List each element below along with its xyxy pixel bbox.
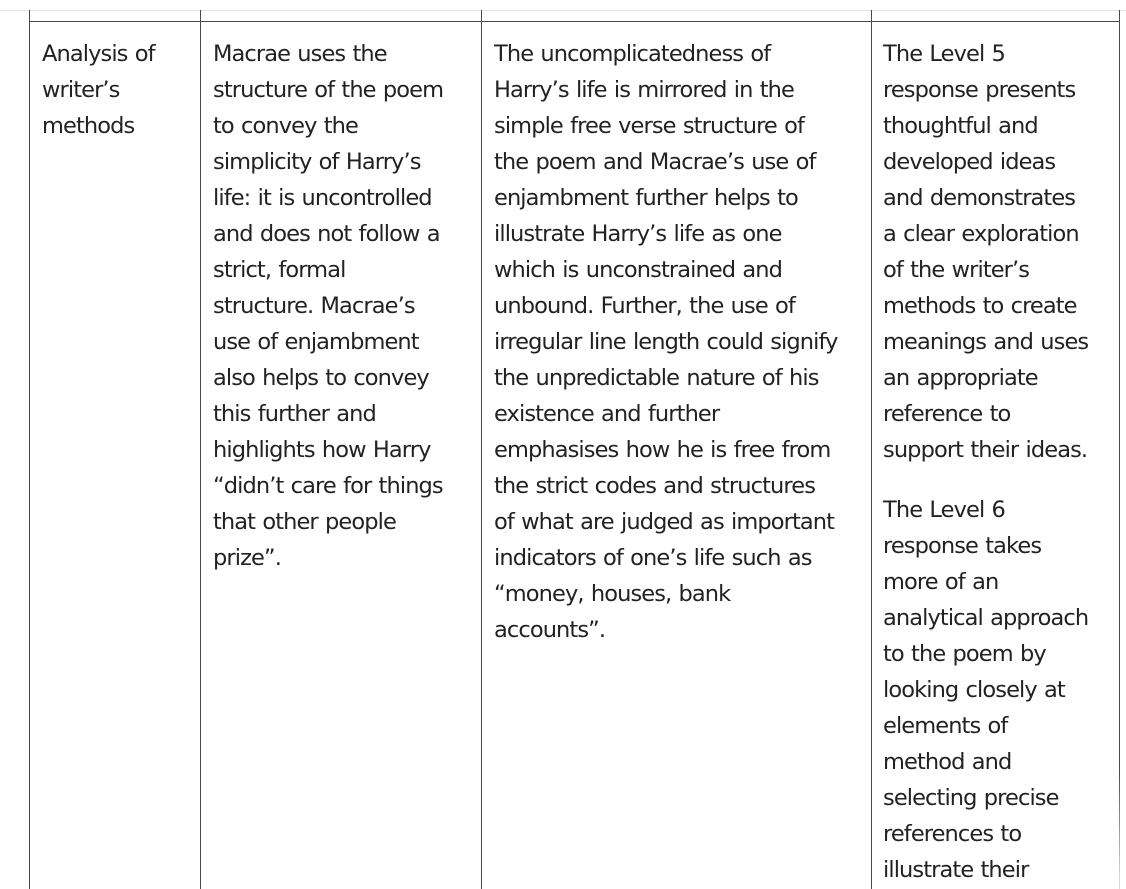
- text-line: response takes: [883, 533, 1042, 559]
- text-line: of what are judged as important: [494, 509, 835, 535]
- text-line: enjambment further helps to: [494, 185, 798, 211]
- text-line: the poem and Macrae’s use of: [494, 149, 816, 175]
- text-line: highlights how Harry: [213, 437, 431, 463]
- text-line: an appropriate: [883, 365, 1038, 391]
- text-line: prize”.: [213, 545, 281, 571]
- text-line: to convey the: [213, 113, 358, 139]
- text-line: this further and: [213, 401, 376, 427]
- criterion-cell: [42, 36, 192, 144]
- text-line: The Level 6: [883, 497, 1005, 523]
- text-line: support their ideas.: [883, 437, 1088, 463]
- column-divider-5: [1119, 10, 1120, 889]
- text-line: The Level 5: [883, 41, 1005, 67]
- text-line: the strict codes and structures: [494, 473, 816, 499]
- text-line: method and: [883, 749, 1012, 775]
- text-line: and does not follow a: [213, 221, 440, 247]
- column-divider-2: [200, 10, 201, 889]
- text-line: a clear exploration: [883, 221, 1079, 247]
- student-response-cell: [213, 36, 475, 576]
- text-line: which is unconstrained and: [494, 257, 783, 283]
- text-line: use of enjambment: [213, 329, 419, 355]
- text-line: indicators of one’s life such as: [494, 545, 812, 571]
- text-line: writer’s: [42, 77, 120, 103]
- column-divider-4: [871, 10, 872, 889]
- text-line: also helps to convey: [213, 365, 429, 391]
- text-line: response presents: [883, 77, 1076, 103]
- text-line: emphasises how he is free from: [494, 437, 831, 463]
- criterion-text: [42, 36, 192, 144]
- text-line: analytical approach: [883, 605, 1089, 631]
- text-line: structure of the poem: [213, 77, 444, 103]
- text-line: existence and further: [494, 401, 720, 427]
- text-line: The uncomplicatedness of: [494, 41, 771, 67]
- text-line: developed ideas: [883, 149, 1056, 175]
- top-divider: [0, 10, 1126, 11]
- text-line: more of an: [883, 569, 999, 595]
- table-header-border: [29, 21, 1120, 22]
- text-line: unbound. Further, the use of: [494, 293, 795, 319]
- text-line: methods to create: [883, 293, 1077, 319]
- text-line: Harry’s life is mirrored in the: [494, 77, 794, 103]
- improved-response-text: [494, 36, 866, 648]
- text-line: elements of: [883, 713, 1008, 739]
- text-line: and demonstrates: [883, 185, 1076, 211]
- text-line: simple free verse structure of: [494, 113, 805, 139]
- text-line: “money, houses, bank: [494, 581, 731, 607]
- text-line: selecting precise: [883, 785, 1059, 811]
- text-line: strict, formal: [213, 257, 346, 283]
- text-line: methods: [42, 113, 135, 139]
- text-line: thoughtful and: [883, 113, 1038, 139]
- text-line: looking closely at: [883, 677, 1065, 703]
- text-line: simplicity of Harry’s: [213, 149, 421, 175]
- improved-response-cell: [494, 36, 866, 648]
- text-line: reference to: [883, 401, 1011, 427]
- commentary-level6: [883, 492, 1115, 888]
- column-divider-3: [481, 10, 482, 889]
- text-line: the unpredictable nature of his: [494, 365, 819, 391]
- commentary-cell: [883, 36, 1115, 888]
- text-line: to the poem by: [883, 641, 1046, 667]
- text-line: illustrate Harry’s life as one: [494, 221, 782, 247]
- text-line: “didn’t care for things: [213, 473, 443, 499]
- text-line: life: it is uncontrolled: [213, 185, 432, 211]
- text-line: references to: [883, 821, 1022, 847]
- text-line: irregular line length could signify: [494, 329, 838, 355]
- text-line: accounts”.: [494, 617, 606, 643]
- text-line: illustrate their: [883, 857, 1029, 883]
- student-response-text: [213, 36, 475, 576]
- commentary-level5: [883, 36, 1115, 468]
- text-line: that other people: [213, 509, 396, 535]
- text-line: Macrae uses the: [213, 41, 387, 67]
- column-divider-1: [29, 10, 30, 889]
- text-line: meanings and uses: [883, 329, 1089, 355]
- text-line: Analysis of: [42, 41, 155, 67]
- text-line: structure. Macrae’s: [213, 293, 415, 319]
- text-line: of the writer’s: [883, 257, 1030, 283]
